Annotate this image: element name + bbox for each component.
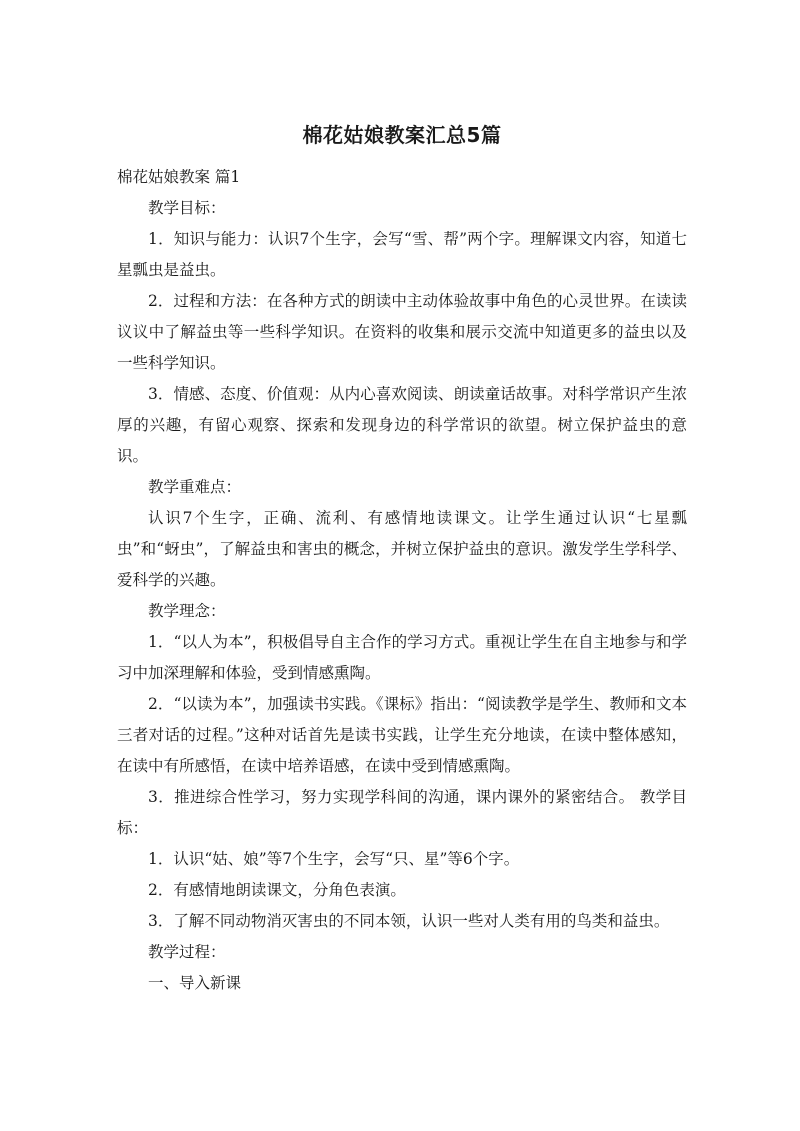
paragraph: 2．有感情地朗读课文，分角色表演。: [148, 881, 406, 899]
paragraph: 3．推进综合性学习，努力实现学科间的沟通，课内课外的紧密结合。 教学目标：: [117, 788, 687, 837]
document-page: [117, 118, 687, 999]
paragraph: 1．“以人为本”，积极倡导自主合作的学习方式。重视让学生在自主地参与和学习中加深理解和体验，受到情感熏陶。: [117, 633, 687, 682]
paragraph: 教学目标：: [148, 199, 226, 217]
paragraph: 2．过程和方法：在各种方式的朗读中主动体验故事中角色的心灵世界。在读读议议中了解益虫等一些科学知识。在资料的收集和展示交流中知道更多的益虫以及一些科学知识。: [117, 292, 687, 372]
paragraph: 1．认识“姑、娘”等7个生字，会写“只、星”等6个字。: [148, 850, 520, 868]
paragraph: 认识7个生字，正确、流利、有感情地读课文。让学生通过认识“七星瓢虫”和“蚜虫”，了解益虫和害虫的概念，并树立保护益虫的意识。激发学生学科学、爱科学的兴趣。: [117, 509, 687, 589]
document-title: 棉花姑娘教案汇总5篇: [302, 123, 502, 147]
paragraph: 1．知识与能力：认识7个生字，会写“雪、帮”两个字。理解课文内容，知道七星瓢虫是益虫。: [117, 230, 687, 279]
paragraph: 3．情感、态度、价值观：从内心喜欢阅读、朗读童话故事。对科学常识产生浓厚的兴趣，有留心观察、探索和发现身边的科学常识的欲望。树立保护益虫的意识。: [117, 385, 687, 465]
paragraph: 3．了解不同动物消灭害虫的不同本领，认识一些对人类有用的鸟类和益虫。: [148, 912, 670, 930]
paragraph: 教学理念：: [148, 602, 226, 620]
paragraph: 教学过程：: [148, 943, 226, 961]
paragraph: 2．“以读为本”，加强读书实践。《课标》指出：“阅读教学是学生、教师和文本三者对话的过程。”这种对话首先是读书实践，让学生充分地读，在读中整体感知，在读中有所感悟，在读中培养语感，在读中受到情感熏陶。: [117, 695, 687, 775]
paragraph: 教学重难点：: [148, 478, 242, 496]
paragraph: 棉花姑娘教案 篇1: [117, 168, 241, 186]
paragraph: 一、导入新课: [148, 974, 242, 992]
document-body: [117, 162, 687, 999]
